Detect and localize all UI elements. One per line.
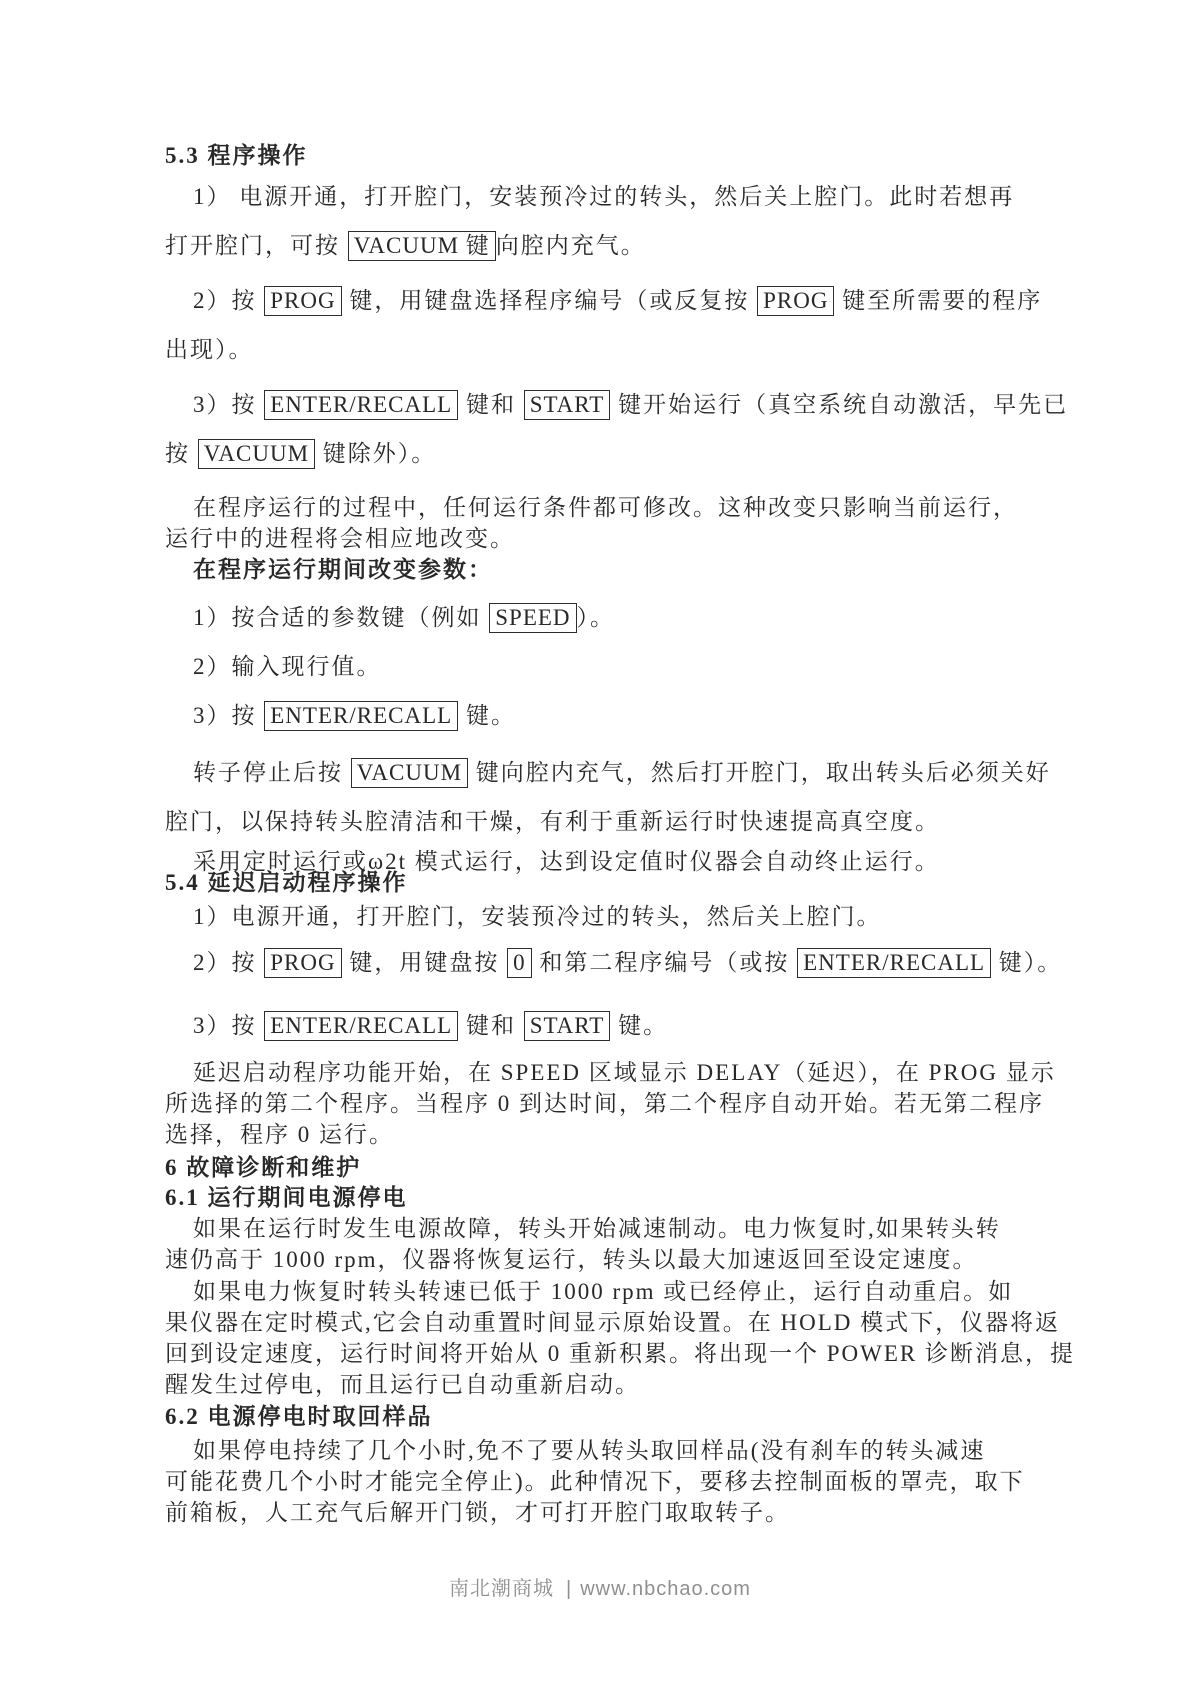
text-segment: 采用定时运行或ω2t 模式运行，达到设定值时仪器会自动终止运行。 [193, 849, 940, 874]
text-segment: 键，用键盘按 [341, 950, 508, 975]
text-segment: 键）。 [991, 950, 1063, 975]
text-line [165, 1466, 1045, 1497]
text-line [165, 1152, 1045, 1184]
key-label-box: ENTER/RECALL [264, 1011, 458, 1041]
text-segment: 腔门，以保持转头腔清洁和干燥，有利于重新运行时快速提高真空度。 [165, 809, 940, 834]
text-line [165, 429, 1045, 478]
text-line [165, 140, 1045, 172]
text-line [165, 901, 1045, 932]
text-segment: 前箱板，人工充气后解开门锁，才可打开腔门取取转子。 [165, 1500, 790, 1525]
section-heading [165, 140, 1045, 172]
text-segment: 2）输入现行值。 [193, 654, 382, 679]
text-segment: 和第二程序编号（或按 [531, 950, 798, 975]
paragraph [165, 1001, 1045, 1050]
key-label-box: START [524, 1011, 611, 1041]
text-line [165, 172, 1045, 221]
text-line [165, 797, 1045, 846]
text-line [165, 1088, 1045, 1119]
key-label-box: 0 [507, 948, 532, 978]
text-segment: 可能花费几个小时才能完全停止)。此种情况下，要移去控制面板的罩壳，取下 [165, 1469, 1025, 1494]
paragraph [165, 276, 1045, 374]
paragraph [165, 172, 1045, 270]
text-line [165, 1338, 1075, 1369]
text-segment: 2）按 [193, 950, 265, 975]
footer-site-name: 南北潮商城 [449, 1578, 555, 1600]
footer-separator: | [566, 1578, 573, 1600]
text-line [165, 380, 1069, 429]
text-segment: 键开始运行（真空系统自动激活，早先已 [610, 392, 1069, 417]
paragraph [165, 748, 1051, 846]
page-footer [0, 1572, 1200, 1601]
paragraph [165, 1213, 1045, 1275]
text-line [165, 1119, 1045, 1150]
text-segment: 速仍高于 1000 rpm，仪器将恢复运行，转头以最大加速返回至设定速度。 [165, 1247, 978, 1272]
text-line [165, 1057, 1056, 1088]
text-line [165, 593, 1045, 642]
text-line [165, 276, 1045, 325]
text-line [165, 492, 1045, 523]
text-segment: 键。 [458, 703, 516, 728]
paragraph [165, 492, 1045, 554]
text-segment: 键和 [458, 392, 524, 417]
text-line [165, 221, 1045, 270]
paragraph [165, 642, 1045, 691]
text-line [165, 1369, 1045, 1400]
text-line [165, 691, 1045, 740]
section-heading [165, 1152, 1045, 1184]
key-label-box: VACUUM 键 [348, 231, 496, 261]
key-label-box: START [524, 390, 611, 420]
text-segment: 在程序运行的过程中，任何运行条件都可修改。这种改变只影响当前运行， [193, 495, 1018, 520]
text-segment: ）。 [576, 605, 616, 630]
text-segment: 3）按 [193, 703, 265, 728]
text-segment: 如果在运行时发生电源故障，转头开始减速制动。电力恢复时,如果转头转 [193, 1216, 1001, 1241]
text-segment: 1）电源开通，打开腔门，安装预冷过的转头，然后关上腔门。 [193, 904, 882, 929]
text-segment: 如果停电持续了几个小时,免不了要从转头取回样品(没有刹车的转头减速 [193, 1438, 986, 1463]
text-segment: 向腔内充气。 [495, 233, 646, 258]
text-segment: 如果电力恢复时转头转速已低于 1000 rpm 或已经停止，运行自动重启。如 [193, 1279, 1014, 1304]
text-segment: 3）按 [193, 1013, 265, 1038]
text-line [165, 748, 1051, 797]
text-line [165, 1497, 1045, 1528]
text-line [165, 1307, 1061, 1338]
text-line [165, 1182, 1045, 1214]
text-segment: 所选择的第二个程序。当程序 0 到达时间，第二个程序自动开始。若无第二程序 [165, 1091, 1044, 1116]
text-segment: 6.1 运行期间电源停电 [165, 1185, 408, 1210]
text-segment: 6.2 电源停电时取回样品 [165, 1404, 433, 1429]
text-segment: 5.4 延迟启动程序操作 [165, 870, 408, 895]
text-segment: 键和 [458, 1013, 524, 1038]
key-label-box: PROG [264, 286, 341, 316]
text-segment: 选择，程序 0 运行。 [165, 1122, 394, 1147]
text-segment: 回到设定速度，运行时间将开始从 0 重新积累。将出现一个 POWER 诊断消息，提 [165, 1341, 1075, 1366]
key-label-box: PROG [757, 286, 834, 316]
key-label-box: ENTER/RECALL [264, 390, 458, 420]
paragraph [165, 691, 1045, 740]
text-line [165, 325, 1045, 374]
paragraph [165, 938, 1063, 987]
key-label-box: ENTER/RECALL [264, 701, 458, 731]
text-segment: 运行中的进程将会相应地改变。 [165, 526, 515, 551]
text-segment: 转子停止后按 [193, 760, 351, 785]
text-segment: 1） 电源开通，打开腔门，安装预冷过的转头，然后关上腔门。此时若想再 [193, 184, 1015, 209]
text-segment: 6 故障诊断和维护 [165, 1155, 362, 1180]
section-heading [165, 1182, 1045, 1214]
text-line [165, 1213, 1045, 1244]
text-segment: 在程序运行期间改变参数： [193, 557, 493, 582]
key-label-box: VACUUM [198, 439, 315, 469]
text-segment: 键向腔内充气，然后打开腔门，取出转头后必须关好 [468, 760, 1051, 785]
text-segment: 键，用键盘选择程序编号（或反复按 [341, 288, 758, 313]
text-segment: 1）按合适的参数键（例如 [193, 605, 490, 630]
text-segment: 打开腔门，可按 [165, 233, 348, 258]
text-line [165, 1001, 1045, 1050]
text-segment: 键至所需要的程序 [834, 288, 1043, 313]
text-segment: 5.3 程序操作 [165, 143, 308, 168]
section-heading [165, 1401, 1045, 1433]
footer-url: www.nbchao.com [580, 1578, 751, 1600]
text-segment: 2）按 [193, 288, 265, 313]
key-label-box: SPEED [489, 603, 576, 633]
document-body [165, 140, 1075, 1528]
text-segment: 醒发生过停电，而且运行已自动重新启动。 [165, 1372, 640, 1397]
text-segment: 延迟启动程序功能开始，在 SPEED 区域显示 DELAY（延迟），在 PROG 显示 [193, 1060, 1056, 1085]
text-line [165, 1276, 1045, 1307]
text-line [165, 642, 1045, 691]
text-segment: 果仪器在定时模式,它会自动重置时间显示原始设置。在 HOLD 模式下，仪器将返 [165, 1310, 1061, 1335]
text-line [165, 938, 1063, 987]
paragraph [165, 1057, 1056, 1150]
sub-heading [165, 554, 1045, 585]
key-label-box: VACUUM [351, 758, 468, 788]
text-line [165, 1401, 1045, 1433]
text-line [165, 554, 1045, 585]
text-line [165, 1435, 1045, 1466]
paragraph [165, 593, 1045, 642]
text-segment: 键。 [610, 1013, 669, 1038]
paragraph [165, 901, 1045, 932]
key-label-box: PROG [264, 948, 341, 978]
paragraph [165, 380, 1069, 478]
key-label-box: ENTER/RECALL [797, 948, 991, 978]
text-segment: 出现）。 [165, 337, 254, 362]
text-line [165, 1244, 1045, 1275]
text-segment: 3）按 [193, 392, 265, 417]
text-line [165, 523, 1045, 554]
paragraph [165, 1435, 1045, 1528]
paragraph [165, 1276, 1075, 1400]
text-segment: 键除外）。 [315, 441, 437, 466]
text-segment: 按 [165, 441, 198, 466]
